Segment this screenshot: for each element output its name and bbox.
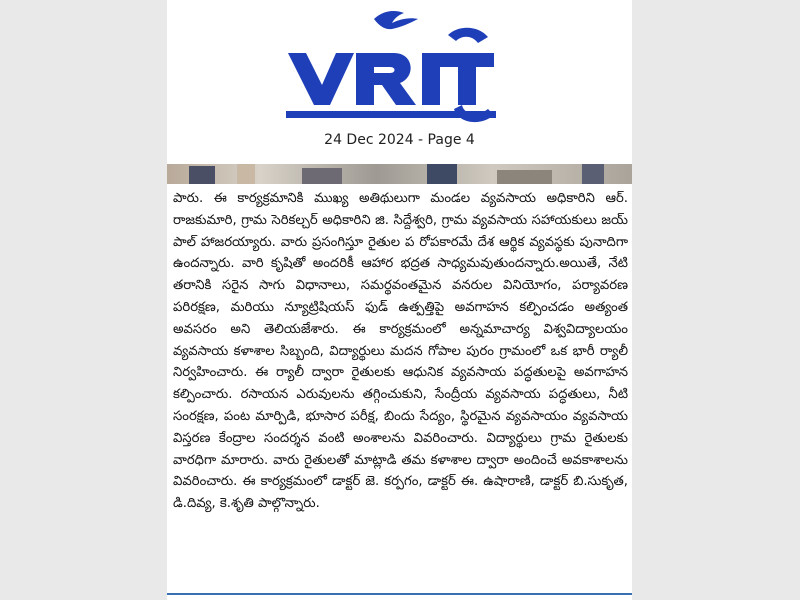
masthead-underline — [286, 111, 496, 118]
masthead — [167, 0, 632, 130]
article-text: పారు. ఈ కార్యక్రమానికి ముఖ్య అతిథులుగా మండల వ్యవసాయ అధికారిని ఆర్. రాజకుమారి, గ్రామ సెరికల్చర్ అధికారిని జి. సిద్దేశ్వరి, గ్రామ వ్యవసాయ సహాయకులు జయ్ పాల్ హాజరయ్యారు. వారు ప్రసంగిస్తూ రైతుల ప రోపకారమే దేశ ఆర్థిక వ్యవస్థకు పునాదిగా ఉందన్నారు. వారి కృషితో అందరికీ ఆహార భద్రత సాధ్యమవుతుందన్నారు.అయితే, నేటి తరానికి సరైన సాగు విధానాలు, సమర్థవంతమైన వనరుల వినియోగం, పర్యావరణ పరిరక్షణ, మరియు న్యూట్రిషియస్ ఫుడ్ ఉత్పత్తిపై అవగాహన కల్పించడం అత్యంత అవసరం అని తెలియజేశారు. ఈ కార్యక్రమంలో అన్నమాచార్య విశ్వవిద్యాలయం వ్యవసాయ కళాశాల సిబ్బంది, విద్యార్థులు మదన గోపాల పురం గ్రామంలో ఒక భారీ ర్యాలీ నిర్వహించారు. ఈ ర్యాలీ ద్వారా రైతులకు ఆధునిక వ్యవసాయ పద్ధతులపై అవగాహన కల్పించారు. రసాయన ఎరువులను తగ్గించుకుని, సేంద్రీయ వ్యవసాయ పద్ధతులు, నీటి సంరక్షణ, పంట మార్పిడి, భూసార పరీక్ష, బిందు సేద్యం, స్థిరమైన వ్యవసాయం వ్యవసాయ విస్తరణ కేంద్రాల సందర్శన వంటి అంశాలను వివరించారు. విద్యార్థులు గ్రామ రైతులకు వారధిగా మారారు. వారు రైతులతో మాట్లాడి తమ కళాశాల ద్వారా అందించే అవకాశాలను వివరించారు. ఈ కార్యక్రమంలో డాక్టర్ జె. కర్పగం, డాక్టర్ ఈ. ఉషారాణి, డాక్టర్ బి.సుకృత, డి.దివ్య, కె.శృతి పాల్గొన్నారు. — [173, 191, 628, 512]
bottom-rule — [167, 593, 632, 595]
wordmark — [288, 28, 494, 122]
masthead-logo — [282, 5, 507, 123]
newspaper-clipping — [167, 0, 632, 600]
dove-bird-icon — [374, 11, 418, 29]
article-body — [173, 188, 628, 588]
photo-fragment — [167, 164, 632, 184]
edition-date-page: 24 Dec 2024 - Page 4 — [324, 132, 475, 148]
